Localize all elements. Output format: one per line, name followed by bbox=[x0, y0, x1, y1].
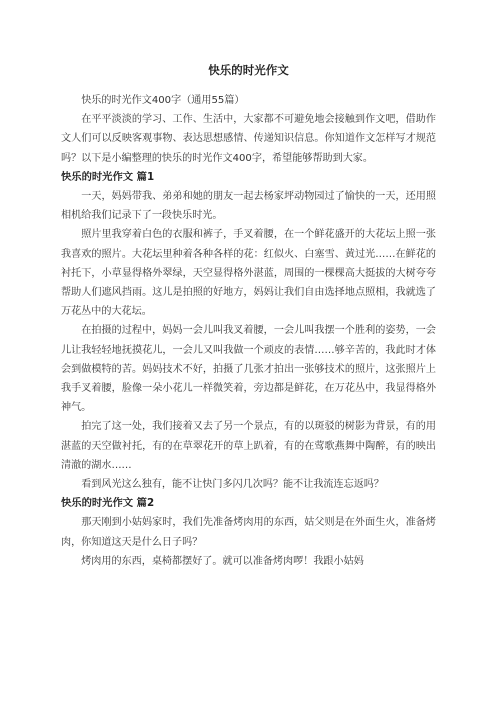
paragraph: 照片里我穿着白色的衣服和裤子，手叉着腰，在一个鲜花盛开的大花坛上照一张我喜欢的照片。大花坛里种着各种各样的花：红似火、白塞雪、黄过光……在鲜花的衬托下，小草显得格外翠绿，天空显得格外湛蓝，周围的一棵棵高大挺拔的大树夸夸帮助人们遮风挡雨。这儿是拍照的好地方，妈妈让我们自由选择地点照相，我就选了万花丛中的大花坛。 bbox=[61, 229, 436, 318]
document-body bbox=[61, 91, 436, 571]
section-heading: 快乐的时光作文 篇2 bbox=[61, 497, 155, 510]
section-heading: 快乐的时光作文 篇1 bbox=[61, 170, 155, 183]
document-title: 快乐的时光作文 bbox=[208, 63, 289, 77]
paragraph: 在拍摄的过程中，妈妈一会儿叫我叉着腰，一会儿叫我摆一个胜利的姿势，一会儿让我轻轻地抚摸花儿，一会儿又叫我做一个顽皮的表情……够辛苦的，我此时才体会到做模特的苦。妈妈技术不好，拍摄了几张才拍出一张够技术的照片，这张照片上我手叉着腰，脸像一朵小花儿一样微笑着，旁边都是鲜花，在万花丛中，我显得格外神气。 bbox=[61, 325, 436, 414]
paragraph: 在平平淡淡的学习、工作、生活中，大家都不可避免地会接触到作文吧，借助作文人们可以反映客观事物、表达思想感情、传递知识信息。你知道作文怎样写才规范吗？以下是小编整理的快乐的时光作文400字，希望能够帮助到大家。 bbox=[61, 114, 436, 164]
paragraph: 烤肉用的东西，桌椅都摆好了。就可以准备烤肉啰！我跟小姑妈 bbox=[81, 555, 364, 567]
paragraph: 快乐的时光作文400字（通用55篇） bbox=[81, 95, 245, 106]
paragraph: 那天刚到小姑妈家时，我们先准备烤肉用的东西，姑父则是在外面生火，准备烤肉，你知道这天是什么日子吗？ bbox=[61, 517, 436, 548]
paragraph: 看到风光这么独有，能不让快门多闪几次吗？能不让我流连忘返吗？ bbox=[81, 479, 384, 491]
paragraph: 一天，妈妈带我、弟弟和她的朋友一起去杨家坪动物园过了愉快的一天，还用照相机给我们记录下了一段快乐时光。 bbox=[61, 191, 436, 222]
paragraph: 拍完了这一处，我们接着又去了另一个景点，有的以斑驳的树影为背景，有的用湛蓝的天空做衬托，有的在草翠花开的草上趴着，有的在莺歌燕舞中陶醉，有的映出清澈的湖水…… bbox=[61, 421, 436, 471]
